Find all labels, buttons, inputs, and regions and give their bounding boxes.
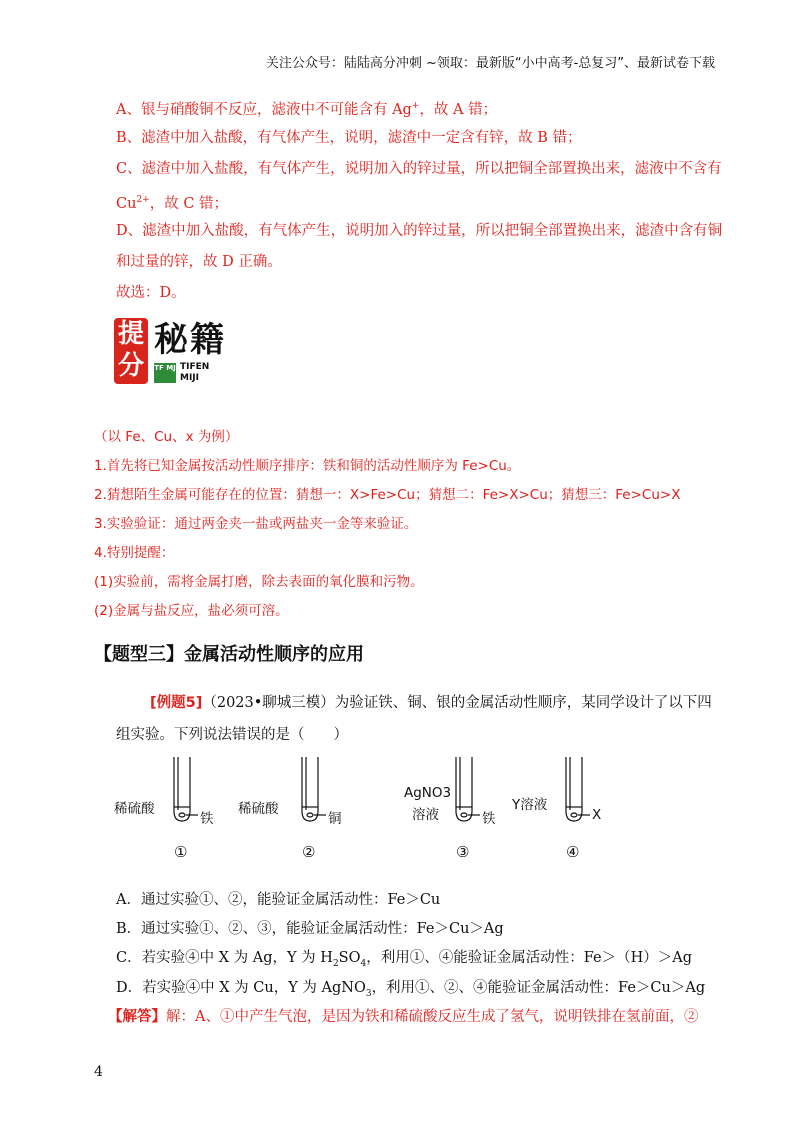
answer-line-b: B、滤渣中加入盐酸，有气体产生，说明，滤渣中一定含有锌，故 B 错； (116, 130, 582, 146)
tip-line-3: 3.实验验证：通过两金夹一盐或两盐夹一金等来验证。 (94, 516, 418, 532)
experiments-figure (110, 755, 630, 865)
logo-char-ti: 提 (117, 319, 144, 349)
logo-badge: TF MJ (154, 363, 176, 383)
question-line-2: 组实验。下列说法错误的是（ ） (116, 727, 348, 743)
option-c: C．若实验④中 X 为 Ag，Y 为 $H_2SO_4$，利用①、④能验证金属活动性：Fe＞（H）＞Ag (116, 950, 692, 969)
exp2-number: ② (302, 843, 316, 861)
exp4-metal: X (592, 807, 602, 823)
exp3-number: ③ (456, 843, 470, 861)
section-title: 【题型三】金属活动性顺序的应用 (94, 644, 364, 665)
test-tube-4 (566, 757, 590, 821)
exp2-metal: 铜 (328, 811, 342, 827)
test-tube-1 (174, 757, 198, 821)
option-b: B．通过实验①、②、③，能验证金属活动性：Fe＞Cu＞Ag (116, 921, 504, 937)
exp4-solution: Y溶液 (512, 797, 548, 813)
logo-en-2: MIJI (180, 373, 200, 383)
exp4-number: ④ (566, 843, 580, 861)
tifen-miji-logo (114, 316, 254, 388)
test-tube-3 (456, 757, 480, 821)
tip-line-6: (2)金属与盐反应，盐必须可溶。 (94, 603, 289, 619)
option-a: A．通过实验①、②，能验证金属活动性：Fe＞Cu (116, 892, 441, 908)
exp3-solution-2: 溶液 (412, 807, 439, 823)
answer-line-d1: D、滤渣中加入盐酸，有气体产生，说明加入的锌过量，所以把铜全部置换出来，滤渣中含有铜 (116, 223, 723, 239)
page-number: 4 (94, 1064, 103, 1080)
answer-line-d2: 和过量的锌，故 D 正确。 (116, 254, 282, 270)
tip-line-4: 4.特别提醒： (94, 545, 175, 561)
logo-char-fen: 分 (117, 351, 144, 381)
exp1-metal: 铁 (200, 811, 214, 827)
question-label: [例题5] (150, 695, 203, 711)
answer-line-a: A、银与硝酸铜不反应，滤液中不可能含有 Ag+，故 A 错； (116, 101, 498, 118)
test-tube-2 (302, 757, 326, 821)
test-tubes-drawing (110, 755, 630, 865)
exp1-number: ① (174, 843, 188, 861)
page-header: 关注公众号：陆陆高分冲刺 ~领取：最新版“小中高考-总复习”、最新试卷下载 (265, 56, 715, 71)
tip-line-0: （以 Fe、Cu、x 为例） (94, 429, 239, 445)
solution-line: 【解答】解：A、①中产生气泡，是因为铁和稀硫酸反应生成了氢气，说明铁排在氢前面，② (108, 1009, 699, 1025)
exp2-solution: 稀硫酸 (238, 801, 279, 817)
solution-label: 【解答】 (108, 1009, 166, 1025)
answer-choice: 故选：D。 (116, 285, 186, 301)
tip-line-5: (1)实验前，需将金属打磨，除去表面的氧化膜和污物。 (94, 574, 424, 590)
tip-line-2: 2.猜想陌生金属可能存在的位置：猜想一：X>Fe>Cu；猜想二：Fe>X>Cu；猜想三：Fe>Cu>X (94, 487, 681, 503)
logo-en-1: TIFEN (180, 362, 210, 372)
logo-title: 秘籍 (154, 320, 226, 360)
exp3-metal: 铁 (482, 811, 496, 827)
exp3-solution: AgNO3 (404, 785, 452, 801)
answer-line-c1: C、滤渣中加入盐酸，有气体产生，说明加入的锌过量，所以把铜全部置换出来，滤液中不含有 (116, 161, 722, 177)
question-line-1: [例题5]（2023•聊城三模）为验证铁、铜、银的金属活动性顺序，某同学设计了以下四 (150, 695, 712, 711)
tip-line-1: 1.首先将已知金属按活动性顺序排序：铁和铜的活动性顺序为 Fe>Cu。 (94, 458, 521, 474)
exp1-solution: 稀硫酸 (114, 801, 155, 817)
answer-line-c2: $Cu^{2+}$，故 C 错； (116, 195, 229, 212)
option-d: D．若实验④中 X 为 Cu，Y 为 AgNO$_3$，利用①、②、④能验证金属活动性：Fe＞Cu＞Ag (116, 980, 706, 999)
